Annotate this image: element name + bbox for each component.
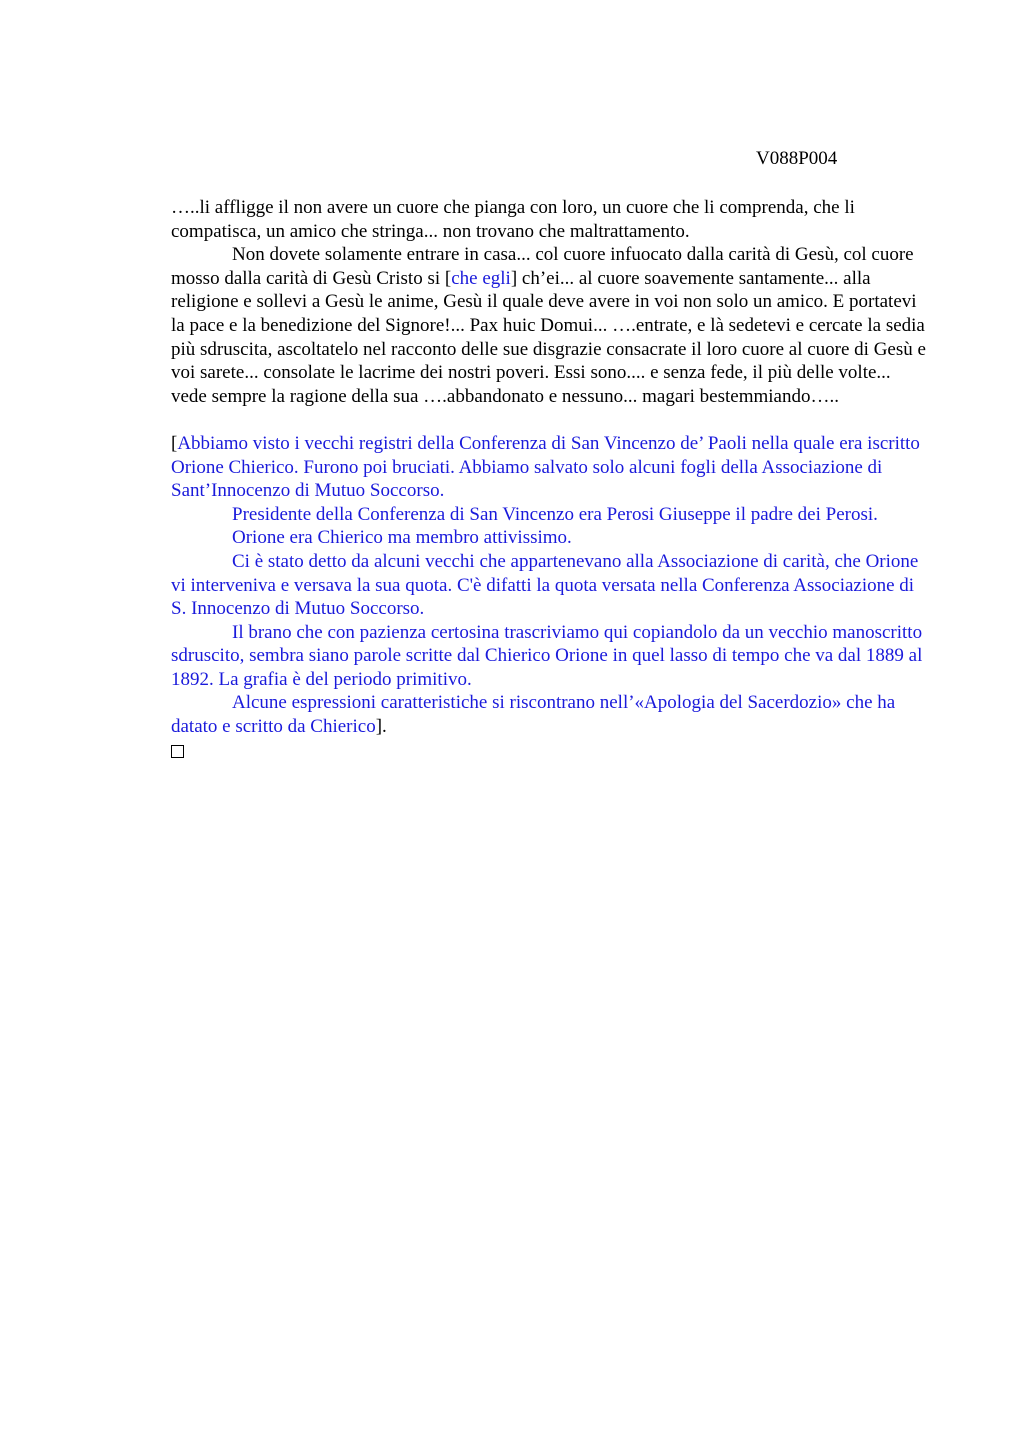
transcript-paragraph-2-end: ] ch’ei... al cuore soavemente santamente... alla religione e sollevi a Gesù le anime, Gesù il quale deve avere in voi non solo un amico. E portatevi la pace e la benedizione del Signore!... Pax huic Domui... ….entrate, e là sedetevi e cercate la sedia più sdruscita, ascoltatelo nel racconto delle sue disgrazie consacrate il loro cuore al cuore di Gesù e voi sarete... consolate le lacrime dei nostri poveri. Essi sono.... e senza fede, il più delle volte... vede sempre la ragione della sua ….abbandonato e nessuno... magari bestemmiando….. [171, 267, 926, 407]
editorial-insertion: che egli [451, 267, 511, 289]
editorial-paragraph-4: Ci è stato detto da alcuni vecchi che appartenevano alla Associazione di carità, che Orione vi interveniva e versava la sua quota. C'è difatti la quota versata nella Conferenza Associazione di S. Innocenzo di Mutuo Soccorso. [171, 550, 919, 620]
editorial-paragraph-1-text: Abbiamo visto i vecchi registri della Conferenza di San Vincenzo de’ Paoli nella quale era iscritto Orione Chierico. Furono poi bruciati. Abbiamo salvato solo alcuni fogli della Associazione di Sant’Innocenzo di Mutuo Soccorso. [171, 432, 920, 502]
editorial-paragraph-3: Orione era Chierico ma membro attivissimo. [232, 527, 572, 549]
editorial-close-bracket: ]. [375, 716, 387, 738]
editorial-paragraph-6-text: Alcune espressioni caratteristiche si riscontrano nell’«Apologia del Sacerdozio» che ha datato e scritto da Chierico [171, 692, 896, 738]
page-identifier: V088P004 [756, 148, 838, 169]
transcript-paragraph-1: …..li affligge il non avere un cuore che pianga con loro, un cuore che li comprenda, che li compatisca, un amico che stringa... non trovano che maltrattamento. [171, 197, 855, 242]
end-of-page-box-icon [171, 745, 184, 758]
paragraph-spacer [171, 408, 931, 432]
editorial-paragraph-1 [171, 432, 931, 503]
editorial-open-bracket: [ [171, 432, 178, 454]
editorial-paragraph-5: Il brano che con pazienza certosina trascriviamo qui copiandolo da un vecchio manoscritto sdruscito, sembra siano parole scritte dal Chierico Orione in quel lasso di tempo che va dal 1889 al 1892. La grafia è del periodo primitivo. [171, 621, 923, 690]
transcript-paragraph-2 [171, 243, 931, 408]
transcript-paragraph-2-start: Non dovete solamente entrare in casa... col cuore infuocato dalla carità di Gesù, col cuore mosso dalla carità di Gesù Cristo si [ [171, 244, 914, 289]
document-body [171, 196, 931, 758]
editorial-paragraph-6 [171, 691, 931, 738]
editorial-paragraph-2: Presidente della Conferenza di San Vincenzo era Perosi Giuseppe il padre dei Perosi. [232, 503, 878, 525]
